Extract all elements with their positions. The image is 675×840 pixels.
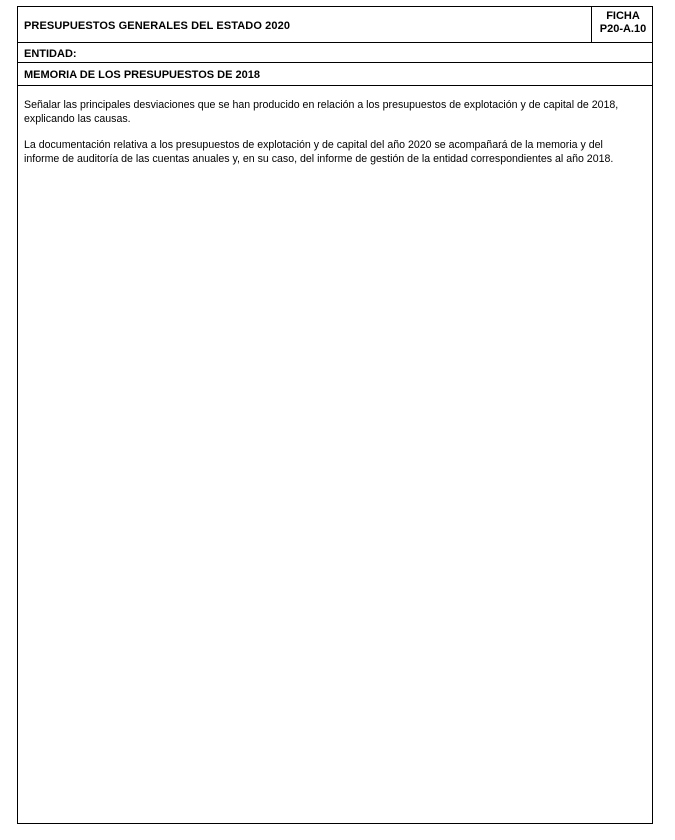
form-title: PRESUPUESTOS GENERALES DEL ESTADO 2020	[24, 20, 291, 32]
instruction-paragraph: La documentación relativa a los presupuestos de explotación y de capital del año 2020 se acompañará de la memoria y del informe de auditoría de las cuentas anuales y, en su caso, del informe de gestión de la entidad correspondientes al año 2018.	[24, 139, 614, 165]
form-header	[18, 7, 652, 43]
ficha-code: P20-A.10	[599, 23, 647, 35]
ficha-label: FICHA	[606, 10, 640, 22]
instruction-paragraph: Señalar las principales desviaciones que se han producido en relación a los presupuestos de explotación y de capital de 2018, explicando las causas.	[24, 99, 619, 125]
ficha-box	[591, 7, 652, 42]
memoria-row	[18, 63, 652, 86]
entidad-label: ENTIDAD:	[24, 48, 77, 60]
entidad-row	[18, 43, 652, 63]
memoria-label: MEMORIA DE LOS PRESUPUESTOS DE 2018	[24, 69, 260, 81]
budget-form	[17, 6, 653, 824]
instructions-text	[24, 98, 639, 178]
